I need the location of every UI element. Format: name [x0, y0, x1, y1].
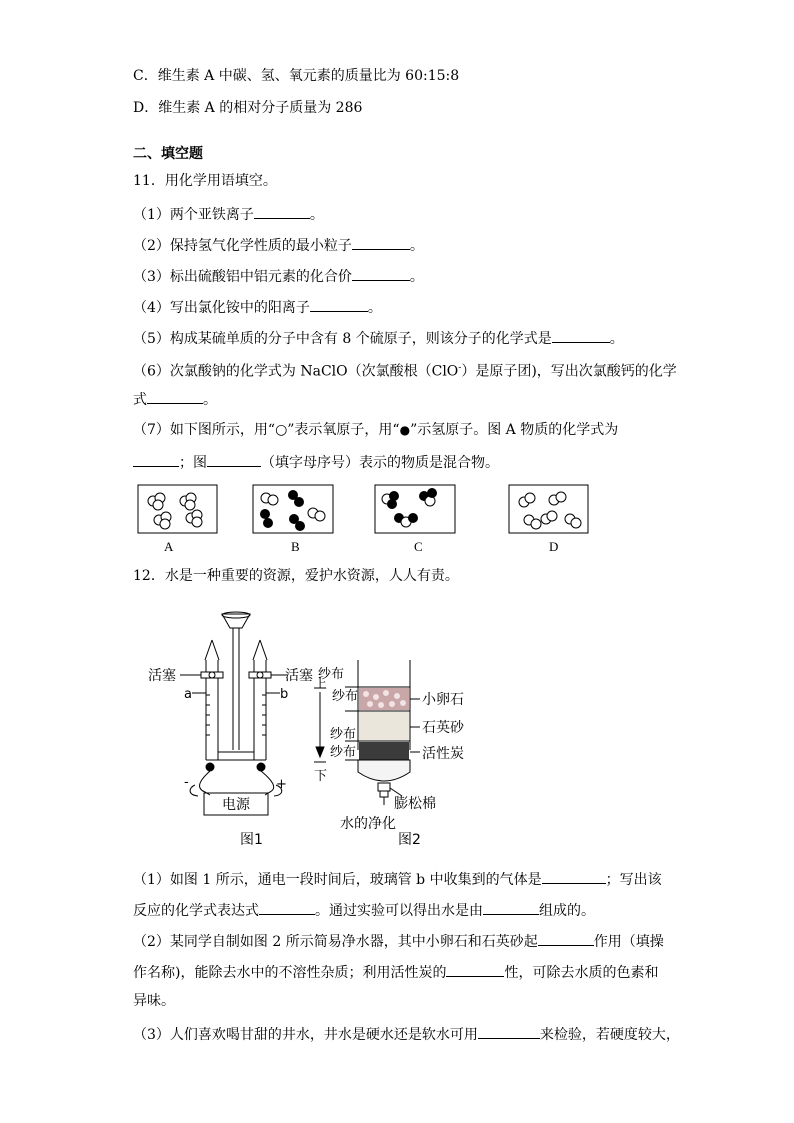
- option-c: C．维生素 A 中碳、氢、氧元素的质量比为 60:15:8: [133, 68, 460, 84]
- q11-stem: 11．用化学用语填空。: [133, 173, 277, 189]
- gauze-label-3: 纱布: [330, 727, 357, 742]
- tube-b-label: b: [280, 687, 289, 702]
- option-d: D．维生素 A 的相对分子质量为 286: [133, 100, 363, 116]
- box-b: [253, 485, 333, 533]
- q12-part2: （2）某同学自制如图 2 所示简易净水器，其中小卵石和石英砂起 作用（填操: [133, 931, 664, 951]
- answer-blank[interactable]: [207, 452, 261, 467]
- q11-part3: （3）标出硫酸铝中铝元素的化合价 。: [133, 266, 424, 286]
- filled-dot-symbol: ●: [399, 423, 411, 437]
- stopcock-left-label: 活塞: [148, 668, 176, 684]
- box-label-a: A: [164, 539, 174, 554]
- stopcock-right-label: 活塞: [285, 668, 313, 684]
- answer-blank[interactable]: [254, 204, 310, 219]
- answer-blank[interactable]: [542, 869, 606, 884]
- answer-blank[interactable]: [538, 931, 594, 946]
- q12-part2-cont: 作名称)，能除去水中的不溶性杂质；利用活性炭的 性，可除去水质的色素和: [133, 962, 658, 982]
- answer-blank[interactable]: [446, 962, 504, 977]
- q12-stem: 12．水是一种重要的资源，爱护水资源，人人有责。: [133, 568, 459, 584]
- gauze-label-4: 纱布: [330, 745, 357, 760]
- q11-part7: （7）如下图所示，用“○”表示氧原子，用“●”示氢原子。图 A 物质的化学式为: [133, 422, 619, 438]
- box-label-b: B: [291, 539, 300, 554]
- answer-blank[interactable]: [352, 235, 410, 250]
- electrolysis-apparatus: [180, 612, 288, 815]
- box-label-c: C: [414, 539, 423, 554]
- molecule-boxes-figure: [130, 480, 610, 560]
- gauze-label-1: 纱布: [318, 667, 345, 682]
- q11-part5: （5）构成某硫单质的分子中含有 8 个硫原子，则该分子的化学式是 。: [133, 328, 624, 348]
- answer-blank[interactable]: [483, 900, 539, 915]
- quartz-sand-label: 石英砂: [422, 720, 464, 736]
- figure1-caption: 图1: [240, 832, 263, 848]
- figure2-subtitle: 水的净化: [340, 816, 396, 832]
- activated-carbon-label: 活性炭: [422, 746, 464, 762]
- q11-part2: （2）保持氢气化学性质的最小粒子 。: [133, 235, 424, 255]
- cotton-label: 膨松棉: [394, 796, 436, 812]
- box-c: [375, 485, 455, 533]
- section-title: 二、填空题: [133, 146, 203, 162]
- q11-part1: （1）两个亚铁离子 。: [133, 204, 324, 224]
- pebble-label: 小卵石: [422, 692, 464, 708]
- down-label: 下: [314, 769, 328, 784]
- answer-blank[interactable]: [352, 266, 410, 281]
- q12-part1-cont: 反应的化学式表达式 。通过实验可以得出水是由 组成的。: [133, 900, 595, 920]
- q11-part6-cont: 式 。: [133, 389, 217, 409]
- q11-part7-cont: ；图 （填字母序号）表示的物质是混合物。: [133, 452, 499, 472]
- up-label: 上: [314, 677, 328, 692]
- answer-blank[interactable]: [552, 328, 610, 343]
- figure2-caption: 图2: [398, 832, 421, 848]
- answer-blank[interactable]: [478, 1024, 540, 1039]
- q11-part6: （6）次氯酸钠的化学式为 NaClO（次氯酸根（ClO-）是原子团)，写出次氯酸钙的化学: [133, 363, 677, 380]
- box-d: [509, 485, 588, 533]
- positive-terminal-label: +: [276, 777, 287, 792]
- gauze-label-2: 纱布: [332, 689, 359, 704]
- power-supply-label: 电源: [222, 797, 250, 813]
- box-a: [138, 485, 217, 533]
- q12-part2-end: 异味。: [133, 993, 175, 1009]
- electrolysis-and-filter-figure: [140, 600, 480, 850]
- answer-blank[interactable]: [133, 452, 179, 467]
- tube-a-label: a: [184, 687, 192, 702]
- answer-blank[interactable]: [147, 389, 203, 404]
- answer-blank[interactable]: [259, 900, 315, 915]
- q12-part1: （1）如图 1 所示，通电一段时间后，玻璃管 b 中收集到的气体是 ；写出该: [133, 869, 662, 889]
- q11-part4: （4）写出氯化铵中的阳离子 。: [133, 297, 382, 317]
- negative-terminal-label: -: [184, 775, 189, 790]
- answer-blank[interactable]: [310, 297, 368, 312]
- box-label-d: D: [549, 539, 559, 554]
- q12-part3: （3）人们喜欢喝甘甜的井水，井水是硬水还是软水可用 来检验，若硬度较大，: [133, 1024, 680, 1044]
